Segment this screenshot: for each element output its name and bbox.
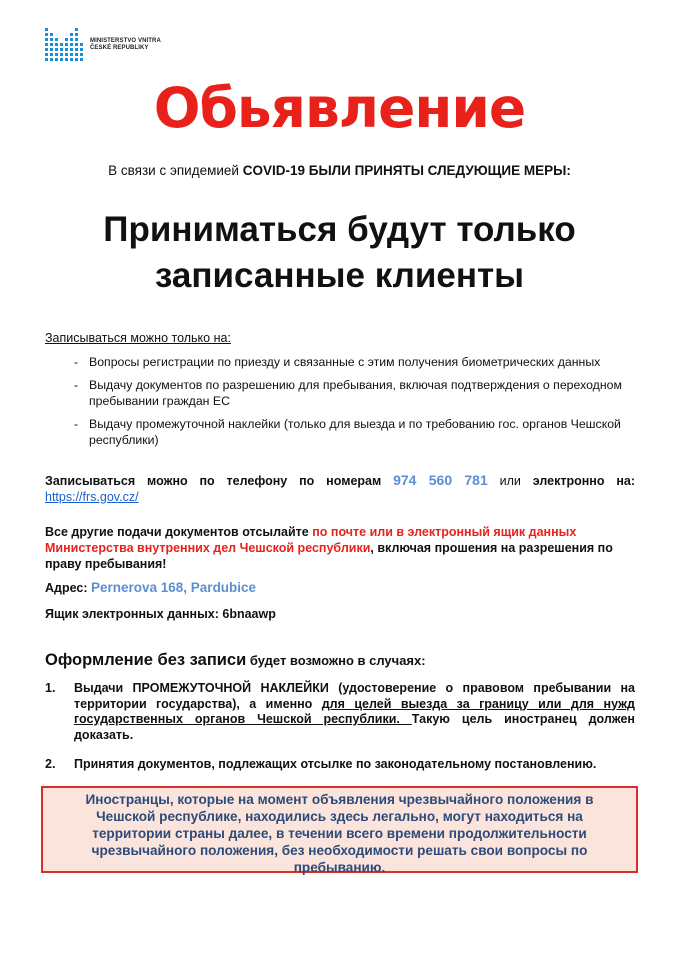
headline-line2: записанные клиенты [154, 256, 525, 295]
list-item [45, 681, 635, 743]
ministry-emblem-icon [45, 28, 87, 62]
walkin-small: будет возможно в случаях: [246, 653, 426, 668]
phone-middle: или [487, 474, 533, 488]
case-text-end: Такую цель иностранец должен доказать. [74, 712, 635, 742]
send-paragraph [45, 524, 635, 572]
send-red-text: по почте или в электронный ящик данных Министерства внутренних дел Чешской республики [45, 525, 577, 555]
ministry-logo [45, 28, 161, 62]
walkin-cases-list [45, 681, 635, 787]
walkin-big: Оформление без записи [45, 651, 247, 669]
ministry-name-line1: MINISTERSTVO VNITRA [90, 38, 161, 44]
list-item: - Выдачу документов по разрешению для пребывания, включая подтверждения о переходном пребывании граждан ЕС [74, 377, 634, 409]
emergency-notice-box [41, 786, 638, 873]
intro-prefix: В связи с эпидемией [108, 163, 243, 178]
ministry-name [90, 38, 161, 52]
case-underlined: для целей выезда за границу или для нужд государственных органов Чешской республики. [74, 696, 635, 726]
case-number: 2. [45, 757, 56, 771]
register-only-list [74, 354, 634, 455]
intro-text [0, 163, 679, 178]
phone-prefix: Записываться можно по телефону по номерам [45, 474, 394, 488]
phone-number[interactable]: 974 560 781 [393, 472, 488, 488]
list-item: - Вопросы регистрации по приезду и связанные с этим получения биометрических данных [74, 354, 634, 370]
case-text: Принятия документов, подлежащих отсылке по законодательному постановлению. [74, 757, 597, 771]
list-item: - Выдачу промежуточной наклейки (только для выезда и по требованию гос. органов Чешской республики) [74, 416, 634, 448]
send-suffix: , включая прошения на разрешения по праву пребывания! [45, 541, 613, 571]
phone-paragraph [45, 472, 635, 505]
list-item [45, 757, 635, 773]
page-title: Обьявление [153, 76, 526, 140]
intro-bold: COVID-19 БЫЛИ ПРИНЯТЫ СЛЕДУЮЩИЕ МЕРЫ: [242, 163, 571, 178]
send-prefix: Все другие подачи документов отсылайте [45, 525, 313, 539]
notice-text: Иностранцы, которые на момент объявления чрезвычайного положения в Чешской республике, находились здесь легально, могут находиться на территории страны далее, в течении всего времени продолжительности чрезвычайного положения, без необходимости решать свои вопросы по пребыванию. [85, 792, 594, 875]
register-only-label: Записываться можно только на: [45, 331, 231, 345]
address-label: Адрес: [45, 581, 91, 595]
headline [0, 207, 679, 299]
address-line [45, 580, 635, 596]
ministry-name-line2: ČESKÉ REPUBLIKY [90, 45, 149, 51]
case-number: 1. [45, 681, 56, 695]
address-value: Pernerova 168, Pardubice [90, 580, 257, 595]
headline-line1: Приниматься будут только [103, 210, 576, 249]
case-text: Выдачи ПРОМЕЖУТОЧНОЙ НАКЛЕЙКИ (удостоверение о правовом пребывании на территории государства), а именно [74, 681, 635, 711]
frs-link[interactable]: https://frs.gov.cz/ [45, 490, 139, 504]
walkin-heading [45, 652, 635, 669]
phone-suffix: электронно на: [532, 474, 636, 488]
data-box-line: Ящик электронных данных: 6bnaawp [45, 607, 276, 621]
